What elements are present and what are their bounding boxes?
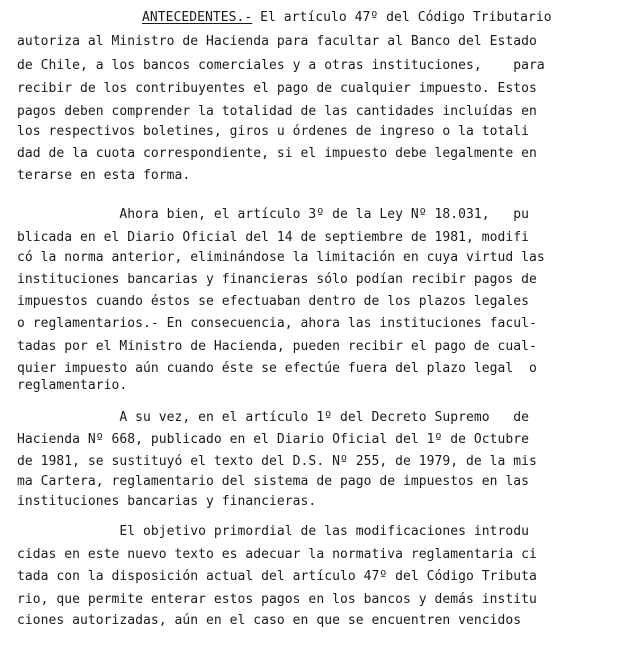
paragraph-1-line-5: pagos deben comprender la totalidad de las cantidades incluídas en bbox=[17, 104, 537, 119]
paragraph-1-line-3: de Chile, a los bancos comerciales y a otras instituciones, para bbox=[17, 58, 545, 73]
paragraph-2-line-8: quier impuesto aún cuando éste se efectúe fuera del plazo legal o bbox=[17, 361, 537, 376]
paragraph-3-line-5: instituciones bancarias y financieras. bbox=[17, 494, 317, 509]
paragraph-3-line-2: Hacienda Nº 668, publicado en el Diario Oficial del 1º de Octubre bbox=[17, 432, 529, 447]
paragraph-2-line-2: blicada en el Diario Oficial del 14 de septiembre de 1981, modifi bbox=[17, 230, 529, 245]
paragraph-1-line-1-text: El artículo 47º del Código Tributario bbox=[252, 10, 552, 25]
paragraph-1-line-6: los respectivos boletines, giros u órdenes de ingreso o la totali bbox=[17, 124, 529, 139]
paragraph-4-line-5: ciones autorizadas, aún en el caso en que se encuentren vencidos bbox=[17, 613, 522, 628]
paragraph-3-line-1: A su vez, en el artículo 1º del Decreto Supremo de bbox=[17, 410, 529, 425]
heading-antecedentes: ANTECEDENTES.- bbox=[142, 10, 253, 25]
paragraph-2-line-7: tadas por el Ministro de Hacienda, pueden recibir el pago de cual- bbox=[17, 339, 537, 354]
paragraph-2-line-6: o reglamentarios.- En consecuencia, ahora las instituciones facul- bbox=[17, 316, 537, 331]
paragraph-4-line-4: rio, que permite enterar estos pagos en los bancos y demás institu bbox=[17, 592, 537, 607]
paragraph-1-line-2: autoriza al Ministro de Hacienda para facultar al Banco del Estado bbox=[17, 34, 537, 49]
paragraph-2-line-5: impuestos cuando éstos se efectuaban dentro de los plazos legales bbox=[17, 294, 529, 309]
paragraph-1-line-4: recibir de los contribuyentes el pago de cualquier impuesto. Estos bbox=[17, 81, 537, 96]
paragraph-1-line-1 bbox=[142, 10, 552, 26]
paragraph-2-line-9: reglamentario. bbox=[17, 378, 128, 393]
paragraph-1-line-7: dad de la cuota correspondiente, si el impuesto debe legalmente en bbox=[17, 146, 537, 161]
paragraph-3-line-4: ma Cartera, reglamentario del sistema de pago de impuestos en las bbox=[17, 474, 529, 489]
paragraph-2-line-1: Ahora bien, el artículo 3º de la Ley Nº 18.031, pu bbox=[17, 207, 529, 222]
paragraph-4-line-2: cidas en este nuevo texto es adecuar la normativa reglamentaria ci bbox=[17, 547, 537, 562]
paragraph-3-line-3: de 1981, se sustituyó el texto del D.S. Nº 255, de 1979, de la mis bbox=[17, 454, 537, 469]
paragraph-4-line-1: El objetivo primordial de las modificaciones introdu bbox=[17, 524, 529, 539]
paragraph-4-line-3: tada con la disposición actual del artículo 47º del Código Tributa bbox=[17, 569, 537, 584]
paragraph-1-line-8: terarse en esta forma. bbox=[17, 168, 191, 183]
paragraph-2-line-3: có la norma anterior, eliminándose la limitación en cuya virtud las bbox=[17, 250, 545, 265]
paragraph-2-line-4: instituciones bancarias y financieras sólo podían recibir pagos de bbox=[17, 272, 537, 287]
